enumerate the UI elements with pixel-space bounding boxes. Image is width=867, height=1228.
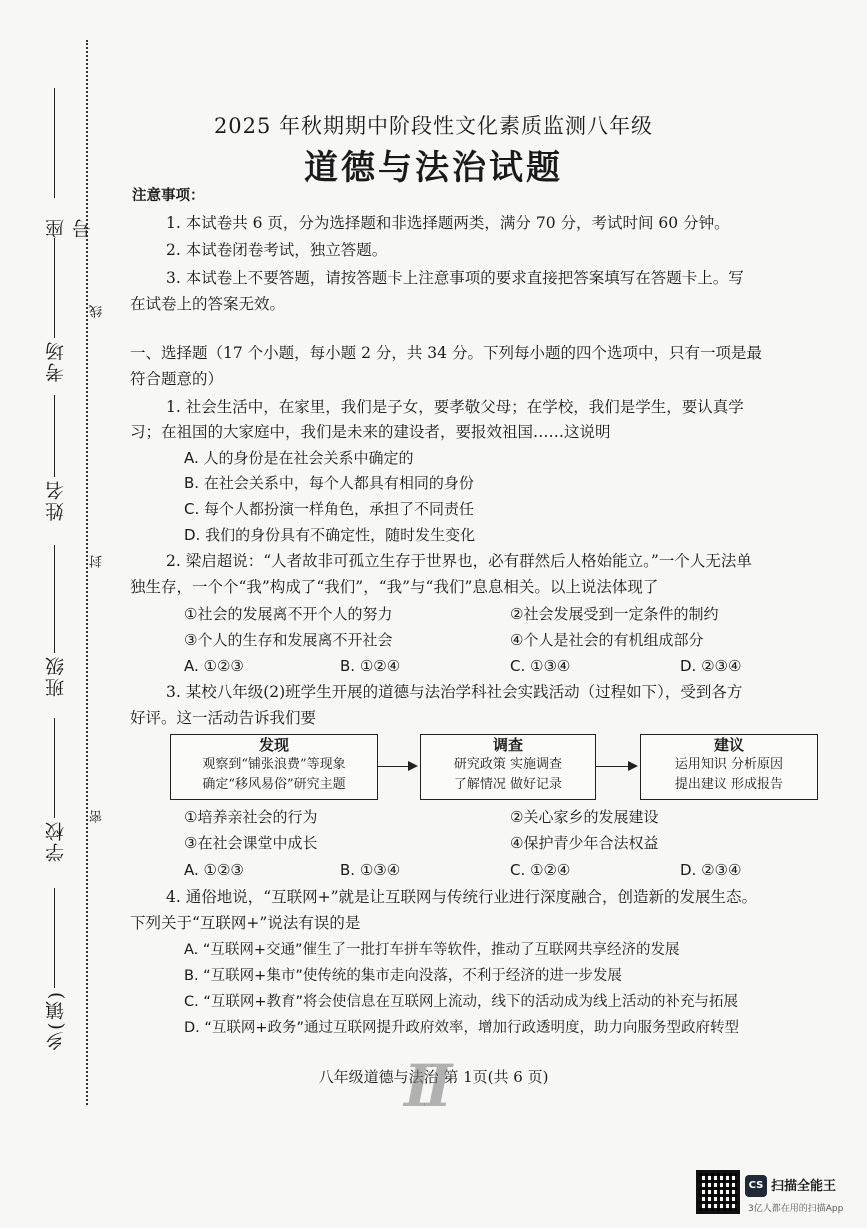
q2-stem-cont: 独生存，一个个“我”构成了“我们”，“我”与“我们”息息相关。以上说法体现了 [130, 578, 659, 596]
section1-heading: 一、选择题（17 个小题，每小题 2 分，共 34 分。下列每小题的四个选项中，只有一项是最 [130, 344, 762, 362]
seat-number-label: 座号 [45, 217, 94, 238]
flow-step-investigate-line2: 了解情况 做好记录 [453, 777, 563, 792]
flow-step-suggest-title: 建议 [713, 736, 744, 754]
name-line [54, 395, 55, 477]
flow-step-investigate-line1: 研究政策 实施调查 [453, 757, 563, 772]
school-field [30, 718, 70, 883]
q1-option-c: C. 每个人都扮演一样角色，承担了不同责任 [184, 500, 475, 518]
school-line [54, 718, 55, 818]
notice-item-2: 2. 本试卷闭卷考试，独立答题。 [166, 241, 388, 259]
q3-statement-2: ②关心家乡的发展建设 [510, 808, 659, 826]
q4-option-d: D. “互联网+政务”通过互联网提升政府效率，增加行政透明度，助力向服务型政府转型 [184, 1020, 740, 1036]
q3-stem: 3. 某校八年级(2)班学生开展的道德与法治学科社会实践活动（过程如下），受到各方 [166, 683, 743, 701]
township-line [54, 888, 55, 988]
q3-stem-cont: 好评。这一活动告诉我们要 [130, 709, 317, 727]
q1-stem-cont: 习；在祖国的大家庭中，我们是未来的建设者，要报效祖国……这说明 [130, 423, 611, 441]
page-footer: 八年级道德与法治 第 1页(共 6 页) [318, 1068, 549, 1086]
class-line [54, 545, 55, 653]
binding-char-line: 线 [90, 305, 105, 318]
exam-room-label: 考场 [45, 340, 67, 382]
q1-option-a: A. 人的身份是在社会关系中确定的 [184, 449, 414, 467]
flow-step-discover-line1: 观察到“铺张浪费”等现象 [202, 757, 346, 772]
q3-statement-4: ④保护青少年合法权益 [510, 834, 659, 852]
notice-heading: 注意事项： [132, 188, 205, 204]
q1-stem: 1. 社会生活中，在家里，我们是子女，要孝敬父母；在学校，我们是学生，要认真学 [166, 398, 744, 416]
township-label: 乡(镇) [45, 990, 67, 1051]
scanner-app-name: 扫描全能王 [771, 1179, 837, 1194]
name-field [30, 395, 70, 545]
q3-choice-a: A. ①②③ [184, 861, 244, 879]
q4-option-a: A. “互联网+交通”催生了一批打车拼车等软件，推动了互联网共享经济的发展 [184, 942, 680, 958]
q2-choice-c: C. ①③④ [510, 657, 571, 675]
notice-item-3: 3. 本试卷上不要答题，请按答题卡上注意事项的要求直接把答案填写在答题卡上。写 [166, 269, 744, 287]
q2-statement-3: ③个人的生存和发展离不开社会 [184, 631, 393, 649]
township-field [30, 888, 70, 1063]
binding-char-seal: 封 [90, 555, 105, 568]
q4-stem-cont: 下列关于“互联网+”说法有误的是 [130, 914, 361, 932]
q4-option-b: B. “互联网+集市”使传统的集市走向没落，不利于经济的进一步发展 [184, 968, 622, 984]
flow-step-investigate [420, 734, 596, 800]
watermark-mark: II [404, 1052, 447, 1120]
q1-option-d: D. 我们的身份具有不确定性，随时发生变化 [184, 526, 476, 544]
flow-arrow-2 [596, 766, 636, 767]
q4-stem: 4. 通俗地说，“互联网+”就是让互联网与传统行业进行深度融合，创造新的发展生态。 [166, 888, 758, 906]
q1-option-b: B. 在社会关系中，每个人都具有相同的身份 [184, 474, 474, 492]
q3-choice-c: C. ①②④ [510, 861, 571, 879]
notice-item-1: 1. 本试卷共 6 页，分为选择题和非选择题两类，满分 70 分，考试时间 60 分钟。 [166, 214, 730, 232]
q2-choice-d: D. ②③④ [680, 657, 742, 675]
q3-choice-d: D. ②③④ [680, 861, 742, 879]
q2-statement-2: ②社会发展受到一定条件的制约 [510, 605, 719, 623]
q3-statement-3: ③在社会课堂中成长 [184, 834, 318, 852]
exam-room-field [30, 238, 70, 388]
scanner-tagline: 3亿人都在用的扫描App [748, 1204, 844, 1214]
q4-option-c: C. “互联网+教育”将会使信息在互联网上流动，线下的活动成为线上活动的补充与拓展 [184, 994, 739, 1010]
q2-choice-b: B. ①②④ [340, 657, 401, 675]
class-label: 班级 [45, 655, 67, 697]
flow-step-discover [170, 734, 378, 800]
exam-title-line1: 2025 年秋期期中阶段性文化素质监测八年级 [213, 114, 654, 138]
flow-step-suggest-line2: 提出建议 形成报告 [674, 777, 784, 792]
name-label: 姓名 [45, 479, 67, 521]
exam-title-subject: 道德与法治试题 [304, 148, 563, 188]
q3-choice-b: B. ①③④ [340, 861, 401, 879]
flow-step-investigate-title: 调查 [492, 736, 523, 754]
notice-item-3-cont: 在试卷上的答案无效。 [130, 295, 286, 313]
flow-arrow-1 [378, 766, 416, 767]
flow-step-discover-line2: 确定“移风易俗”研究主题 [202, 777, 346, 792]
q2-stem: 2. 梁启超说：“人者故非可孤立生存于世界也，必有群然后人格始能立。”一个人无法单 [166, 552, 752, 570]
binding-char-secret: 密 [90, 810, 105, 823]
qr-code-icon [696, 1170, 740, 1214]
flow-step-suggest [640, 734, 818, 800]
flow-step-discover-title: 发现 [258, 736, 289, 754]
class-field [30, 545, 70, 720]
q3-statement-1: ①培养亲社会的行为 [184, 808, 318, 826]
exam-room-line [54, 238, 55, 338]
school-label: 学校 [45, 820, 67, 862]
section1-heading-cont: 符合题意的） [130, 370, 224, 388]
q2-statement-1: ①社会的发展离不开个人的努力 [184, 605, 393, 623]
q2-statement-4: ④个人是社会的有机组成部分 [510, 631, 704, 649]
q2-choice-a: A. ①②③ [184, 657, 244, 675]
camscanner-logo-icon: CS [745, 1175, 767, 1197]
flow-step-suggest-line1: 运用知识 分析原因 [674, 757, 784, 772]
